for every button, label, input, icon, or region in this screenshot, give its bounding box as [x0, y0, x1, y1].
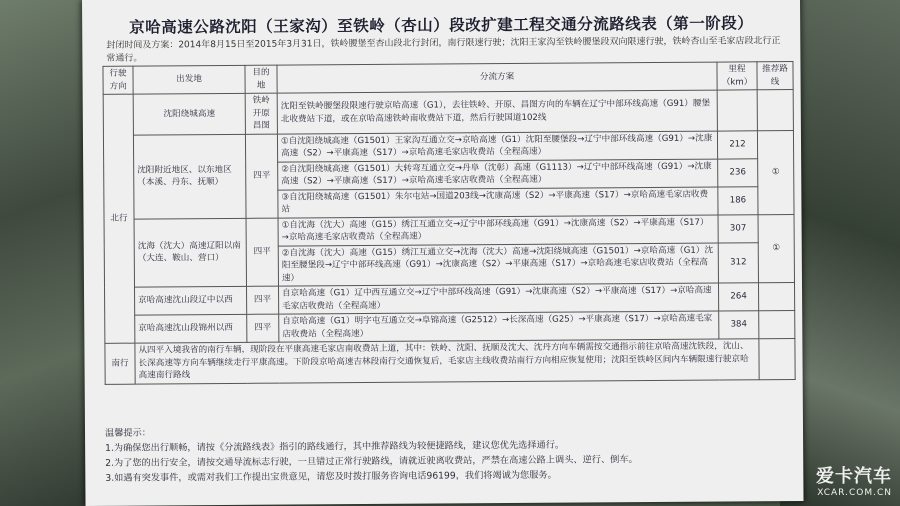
recommend-cell: [757, 90, 793, 131]
recommend-cell: ①: [758, 214, 794, 283]
km-cell: 312: [718, 242, 758, 283]
destination-cell: 四平: [245, 134, 278, 218]
destination-cell: 四平: [246, 218, 278, 287]
origin-cell: 沈阳附近地区、以东地区（本溪、丹东、抚顺）: [133, 134, 246, 219]
recommend-cell: [759, 311, 795, 339]
header-plan: 分流方案: [277, 62, 717, 93]
tip-item: 3.如遇有突发事件，或需对我们工作提出宝贵意见，请您及时拨打服务咨询电话96199，我们将竭诚为您服务。: [105, 469, 557, 484]
plan-cell: ③自沈阳绕城高速（G1501）朱尔屯站→国道203线→沈康高速（S2）→平康高速（S17）→京哈高速毛家店收费站: [278, 187, 718, 218]
km-cell: 212: [717, 130, 757, 158]
recommend-cell: [759, 339, 795, 380]
watermark-site: XCAR.COM.CN: [817, 488, 892, 498]
origin-cell: 沈阳绕城高速: [133, 93, 245, 134]
km-cell: 186: [718, 186, 758, 214]
header-km: 里程（km）: [717, 62, 757, 90]
plan-cell: ①自沈海（沈大）高速（G15）绣江互通立交→辽宁中部环线高速（G91）→沈康高速（S2）→平康高速（S17）→京哈高速毛家店收费站（全程高速）: [278, 215, 718, 246]
plan-cell: 沈阳至铁岭腰堡段限速行驶京哈高速（G1），去往铁岭、开原、昌图方向的车辆在辽宁中部环线高速（G91）腰堡北收费站下道，或在京哈高速铁岭南收费站下道，然后行驶国道102线: [277, 90, 717, 134]
tip-item: 2.为了您的出行安全，请按交通导流标志行驶，一旦错过正常行驶路线，请就近驶离收费站，严禁在高速公路上调头、逆行、倒车。: [105, 454, 638, 469]
watermark: [816, 462, 892, 498]
plan-cell: ②自沈海（沈大）高速（G15）绣江互通立交→沈海（沈大）高速→沈阳绕城高速（G1501）→京哈高速（G1）沈阳至腰堡段→辽宁中部环线高速（G91）→沈康高速（S2）→平康高速（S17）→京哈高速毛家店收费站（全程高速）: [278, 243, 718, 287]
document-title: 京哈高速公路沈阳（王家沟）至铁岭（杏山）段改扩建工程交通分流路线表（第一阶段）: [129, 14, 754, 37]
origin-cell: 沈海（沈大）高速辽阳以南（大连、鞍山、营口）: [134, 218, 246, 287]
table-row: [105, 339, 795, 384]
km-cell: 307: [718, 214, 758, 242]
km-cell: 236: [718, 158, 758, 186]
south-plan-cell: 从四平入境我省的南行车辆，现阶段在平康高速毛家店南收费站上道，其中：铁岭、沈阳、抚顺及沈大、沈丹方向车辆需按交通指示前往京哈高速沈铁段，沈山、长深高速等方向车辆继续走行平康高速。下阶段京哈高速吉林段南行交通恢复后，毛家店主线收费站南行方向相应恢复使用；沈阳至铁岭区间内车辆限速行驶京哈高速南行路线: [135, 339, 759, 384]
destination-cell: 铁岭开原昌图: [245, 93, 277, 134]
header-origin: 出发地: [133, 65, 245, 94]
tips-heading: 温馨提示：: [104, 427, 152, 439]
header-destination: 目的地: [245, 65, 277, 93]
km-cell: 384: [719, 311, 759, 339]
notice-paper: [82, 0, 804, 506]
recommend-cell: [758, 283, 794, 311]
tip-item: 1.为确保您出行顺畅，请按《分流路线表》指引的路线通行，其中推荐路线为较便捷路线，建议您优先选择通行。: [105, 439, 565, 454]
km-cell: [717, 90, 757, 131]
closing-note: 封闭时间及方案：2014年8月15日至2015年3月31日，铁岭腰堡至杏山段北行封闭，南行限速行驶；沈阳王家沟至铁岭腰堡段双向限速行驶，铁岭杏山至毛家店段北行正常通行。: [106, 36, 781, 64]
plan-cell: 自京哈高速（G1）辽中西互通立交→辽宁中部环线高速（G91）→沈康高速（S2）→平康高速（S17）→京哈高速毛家店收费站（全程高速）: [279, 283, 719, 314]
origin-cell: 京哈高速沈山段锦州以西: [135, 314, 247, 343]
plan-cell: ①自沈阳绕城高速（G1501）王家沟互通立交→京哈高速（G1）沈阳至腰堡段→辽宁中部环线高速（G91）→沈康高速（S2）→平康高速（S17）→京哈高速毛家店收费站（全程高速）: [277, 131, 717, 162]
header-direction: 行驶方向: [103, 66, 133, 94]
watermark-brand: 爱卡汽车: [816, 466, 892, 487]
direction-south: 南行: [105, 343, 135, 384]
plan-cell: 自京哈高速（G1）明字屯互通立交→阜锦高速（G2512）→长深高速（G25）→平康高速（S17）→京哈高速毛家店收费站（全程高速）: [279, 311, 719, 342]
plan-cell: ②自沈阳绕城高速（G1501）大转弯互通立交→丹阜（沈彰）高速（G1113）→辽宁中部环线高速（G91）→沈康高速（S2）→平康高速（S17）→京哈高速毛家店收费站（全程高速）: [278, 159, 718, 190]
diversion-route-table: [102, 61, 795, 384]
table-row: [103, 90, 793, 135]
header-recommend: 推荐路线: [757, 62, 793, 90]
destination-cell: 四平: [247, 286, 279, 314]
recommend-cell: ①: [757, 130, 794, 214]
destination-cell: 四平: [247, 314, 279, 342]
km-cell: 264: [718, 283, 758, 311]
origin-cell: 京哈高速沈山段辽中以西: [135, 286, 247, 315]
direction-north: 北行: [103, 94, 135, 343]
tips-section: [105, 421, 785, 486]
